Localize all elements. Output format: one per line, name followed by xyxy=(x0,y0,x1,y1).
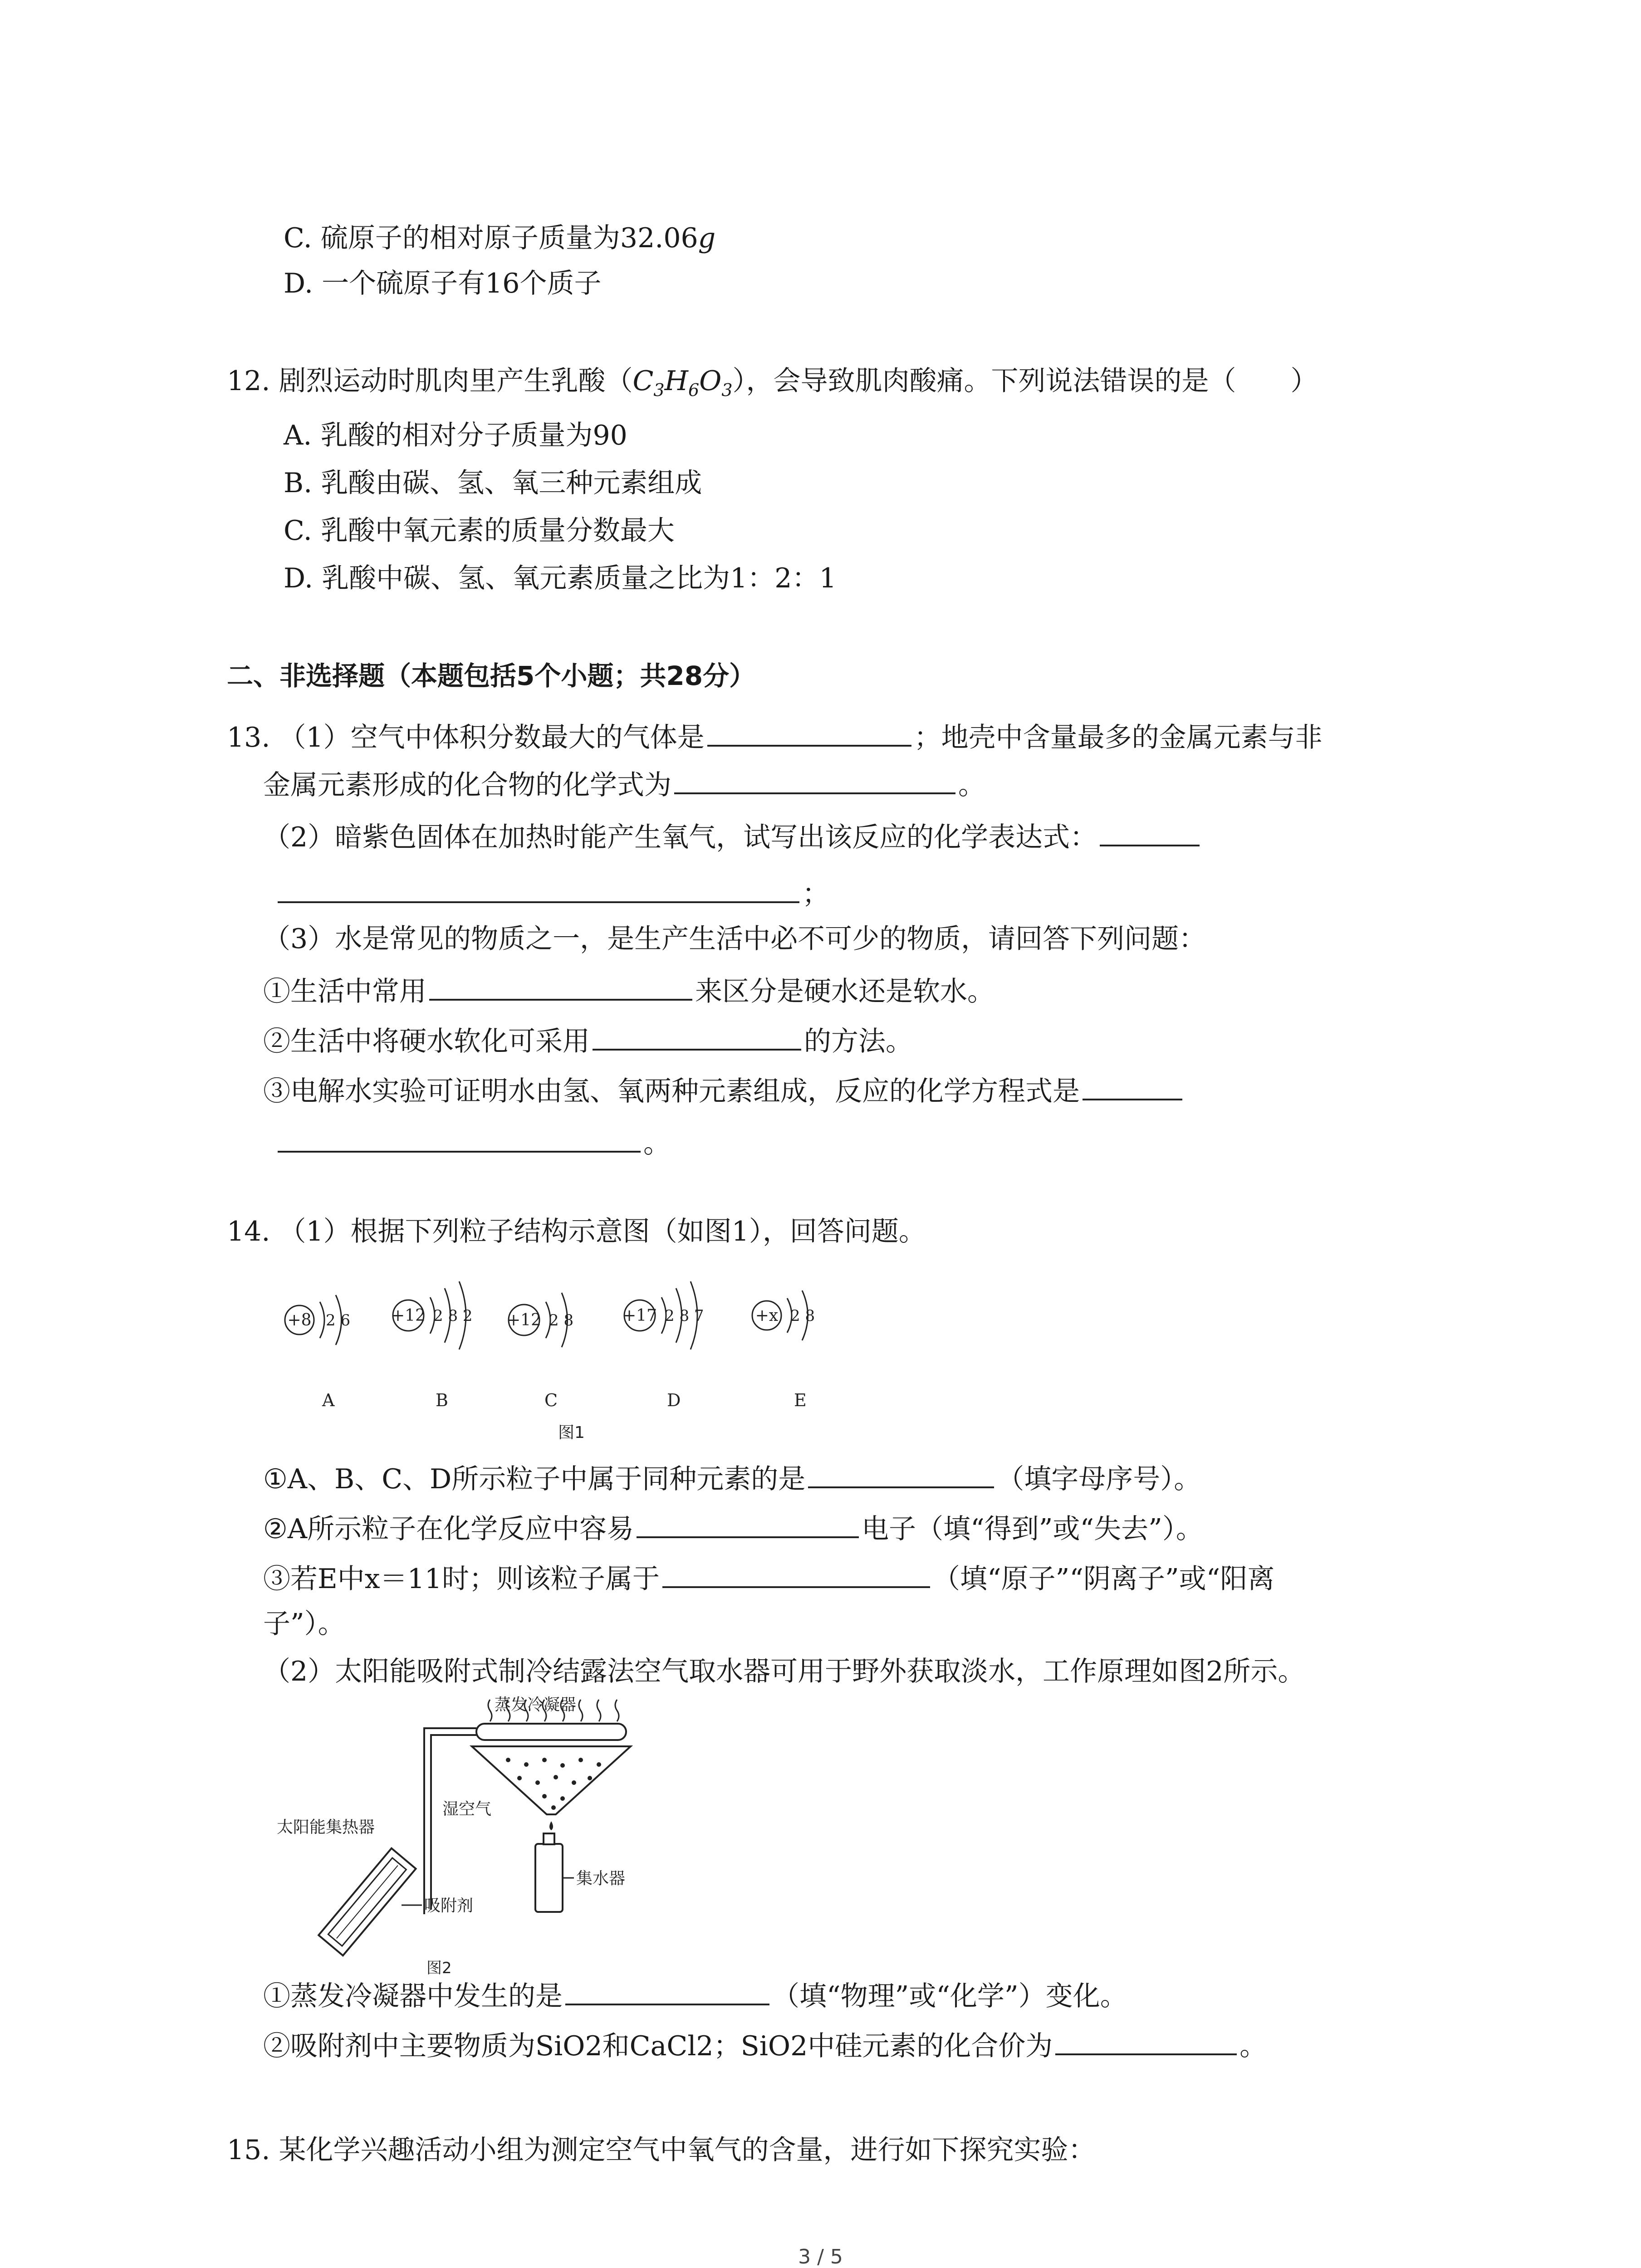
answer-blank[interactable] xyxy=(593,1021,801,1051)
q13-line-6: ①生活中常用 来区分是硬水还是软水。 xyxy=(263,971,994,1010)
svg-text:+12: +12 xyxy=(507,1311,541,1330)
q14-line-3: ②A所示粒子在化学反应中容易 电子（填“得到”或“失去”）。 xyxy=(263,1508,1203,1547)
label-water-collector: 集水器 xyxy=(576,1869,626,1888)
answer-blank[interactable] xyxy=(662,1558,930,1588)
q12-option-b: B. 乳酸由碳、氢、氧三种元素组成 xyxy=(284,467,702,499)
q12-stem: 12. 剧烈运动时肌肉里产生乳酸$(C_3H_6O_3)$，会导致肌肉酸痛。下列说法错误的是（ ） xyxy=(227,365,1318,400)
q12-option-c: C. 乳酸中氧元素的质量分数最大 xyxy=(284,515,675,547)
atom-diagram-a xyxy=(285,1295,350,1410)
page-number: 3 / 5 xyxy=(798,2245,843,2268)
svg-text:D: D xyxy=(667,1390,681,1410)
figure-2-caption: 图2 xyxy=(426,1959,452,1977)
svg-text:2 8: 2 8 xyxy=(549,1311,574,1330)
answer-blank[interactable] xyxy=(565,1975,769,2005)
svg-text:+8: +8 xyxy=(287,1311,312,1330)
atom-diagram-b xyxy=(391,1281,473,1410)
label-adsorbent: 吸附剂 xyxy=(424,1897,474,1915)
atom-diagram-d xyxy=(622,1281,704,1410)
svg-text:2 8: 2 8 xyxy=(790,1307,815,1325)
q13-line-3: （2）暗紫色固体在加热时能产生氧气，试写出该反应的化学表达式： xyxy=(263,816,1202,855)
svg-text:2 6: 2 6 xyxy=(326,1311,351,1330)
answer-blank[interactable] xyxy=(278,873,799,903)
svg-text:2 8 7: 2 8 7 xyxy=(665,1307,704,1325)
q13-line-1: 13. （1）空气中体积分数最大的气体是 ；地壳中含量最多的金属元素与非 xyxy=(227,717,1323,756)
answer-blank[interactable] xyxy=(808,1458,994,1488)
svg-text:C: C xyxy=(544,1390,558,1410)
answer-blank[interactable] xyxy=(429,971,692,1001)
figure-1-atom-structures xyxy=(272,1270,862,1442)
figure-1-caption: 图1 xyxy=(558,1423,585,1442)
section-heading: 二、非选择题（本题包括5个小题；共28分） xyxy=(227,660,756,691)
q14-line-5: 子”）。 xyxy=(263,1608,345,1640)
svg-text:+x: +x xyxy=(755,1306,779,1325)
figure-2-water-harvester xyxy=(272,1692,708,1982)
q12-option-a: A. 乳酸的相对分子质量为90 xyxy=(284,420,627,451)
answer-blank[interactable] xyxy=(1055,2025,1237,2055)
answer-blank[interactable] xyxy=(1083,1070,1182,1100)
svg-text:B: B xyxy=(436,1390,448,1410)
q15-line-1: 15. 某化学兴趣活动小组为测定空气中氧气的含量，进行如下探究实验： xyxy=(227,2134,1096,2166)
svg-text:A: A xyxy=(322,1390,335,1410)
answer-blank[interactable] xyxy=(674,764,955,794)
svg-text:E: E xyxy=(794,1390,807,1410)
q13-line-2: 金属元素形成的化合物的化学式为 。 xyxy=(263,764,985,803)
q13-line-7: ②生活中将硬水软化可采用 的方法。 xyxy=(263,1021,913,1060)
q14-line-2: ①A、B、C、D所示粒子中属于同种元素的是 （填字母序号）。 xyxy=(263,1458,1201,1497)
atom-diagram-c xyxy=(507,1293,573,1410)
answer-blank[interactable] xyxy=(637,1508,859,1538)
svg-text:+17: +17 xyxy=(622,1306,657,1325)
q13-line-4: ； xyxy=(263,873,829,912)
lactic-acid-formula: $C_3H_6O_3$ xyxy=(632,365,733,400)
svg-text:+12: +12 xyxy=(391,1306,426,1325)
label-solar-collector: 太阳能集热器 xyxy=(277,1818,375,1837)
answer-blank[interactable] xyxy=(1100,816,1200,846)
label-wet-air: 湿空气 xyxy=(442,1800,492,1818)
q11-option-c: C. 硫原子的相对原子质量为32.06g xyxy=(284,222,716,254)
q11-option-d: D. 一个硫原子有16个质子 xyxy=(284,268,602,299)
answer-blank[interactable] xyxy=(278,1123,641,1153)
q14-line-8: ②吸附剂中主要物质为SiO2和CaCl2；SiO2中硅元素的化合价为 。 xyxy=(263,2025,1267,2064)
atom-diagram-e xyxy=(752,1290,815,1410)
svg-text:2 8 2: 2 8 2 xyxy=(433,1307,473,1325)
answer-blank[interactable] xyxy=(707,717,911,747)
q13-line-8: ③电解水实验可证明水由氢、氧两种元素组成，反应的化学方程式是 xyxy=(263,1070,1185,1110)
q13-line-9: 。 xyxy=(263,1123,671,1162)
q14-line-7: ①蒸发冷凝器中发生的是 （填“物理”或“化学”）变化。 xyxy=(263,1975,1127,2014)
q12-option-d: D. 乳酸中碳、氢、氧元素质量之比为1：2：1 xyxy=(284,562,837,594)
label-evaporative-condenser: 蒸发冷凝器 xyxy=(495,1696,577,1714)
q13-line-5: （3）水是常见的物质之一，是生产生活中必不可少的物质，请回答下列问题： xyxy=(263,923,1206,955)
q14-line-1: 14. （1）根据下列粒子结构示意图（如图1），回答问题。 xyxy=(227,1216,926,1247)
q14-line-4: ③若E中x＝11时；则该粒子属于 （填“原子”“阴离子”或“阳离 xyxy=(263,1558,1274,1597)
q14-line-6: （2）太阳能吸附式制冷结露法空气取水器可用于野外获取淡水，工作原理如图2所示。 xyxy=(263,1656,1305,1687)
